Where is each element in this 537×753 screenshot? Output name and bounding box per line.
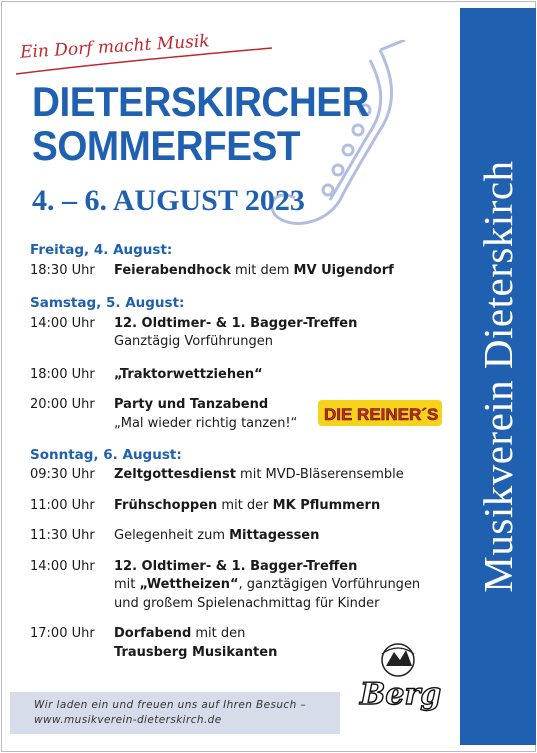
event-time: 14:00 Uhr: [30, 315, 95, 331]
day-heading-friday: Freitag, 4. August:: [30, 242, 173, 258]
event-subtitle: Ganztägig Vorführungen: [114, 334, 273, 349]
event-row: [30, 466, 460, 485]
event-time: 18:00 Uhr: [30, 366, 95, 382]
event-title: Zeltgottesdienst: [114, 467, 236, 482]
berg-brewery-logo-icon: [352, 640, 444, 714]
event-title: 12. Oldtimer- & 1. Bagger-Treffen: [114, 558, 358, 574]
event-date: 4. – 6. AUGUST 2023: [32, 184, 305, 217]
event-time: 18:30 Uhr: [30, 263, 95, 278]
event-title: „Traktorwettziehen“: [114, 366, 263, 382]
event-row: [30, 558, 460, 614]
footer-website-link[interactable]: www.musikverein-dieterskirch.de: [34, 714, 222, 726]
sidebar-band: [460, 8, 536, 745]
day-heading-sunday: Sonntag, 6. August:: [30, 447, 182, 463]
event-subtitle-bold: „Wettheizen“: [139, 577, 239, 592]
event-title: Feierabendhock: [114, 263, 231, 278]
event-text: mit dem: [230, 263, 294, 278]
event-text: mit den: [191, 626, 246, 641]
event-title-2: MV Uigendorf: [293, 263, 394, 278]
program-schedule: [30, 242, 460, 662]
event-subtitle-post: , ganztägigen Vorführungen: [238, 577, 421, 592]
title-line-2: SOMMERFEST: [32, 122, 301, 169]
event-subtitle-2: und großem Spielenachmittag für Kinder: [114, 595, 380, 611]
day-heading-saturday: Samstag, 5. August:: [30, 294, 185, 311]
event-title: Mittagessen: [229, 528, 320, 543]
event-row: [30, 262, 460, 281]
event-title: Dorfabend: [114, 626, 192, 641]
event-time: 11:30 Uhr: [30, 528, 95, 543]
reiner-logo-text: DIE REINER´S: [324, 405, 439, 424]
event-subtitle: [114, 576, 460, 595]
event-subtitle-bold: Trausberg Musikanten: [114, 644, 278, 660]
die-reiners-logo-icon: [318, 396, 442, 430]
sidebar-title: Musikverein Dieterskirch: [475, 160, 521, 593]
event-time: 17:00 Uhr: [30, 626, 95, 641]
event-time: 11:00 Uhr: [30, 497, 95, 513]
footer-invitation: Wir laden ein und freuen uns auf Ihren Besuch –: [34, 699, 307, 711]
event-row: [30, 366, 460, 385]
event-text: Gelegenheit zum: [114, 528, 230, 543]
event-subtitle: „Mal wieder richtig tanzen!“: [114, 415, 298, 431]
event-title: Frühschoppen: [114, 497, 218, 513]
page-title: [32, 80, 400, 168]
title-line-1: DIETERSKIRCHER: [32, 78, 370, 125]
berg-logo-text: Berg: [360, 677, 442, 712]
event-row: [30, 315, 460, 352]
event-title: 12. Oldtimer- & 1. Bagger-Treffen: [114, 315, 358, 331]
event-text: mit MVD-Bläserensemble: [235, 467, 404, 482]
event-text: mit der: [217, 497, 273, 513]
footer-box: [10, 692, 340, 734]
event-time: 14:00 Uhr: [30, 558, 95, 574]
event-time: 09:30 Uhr: [30, 467, 95, 482]
event-row: [30, 497, 460, 516]
event-title-2: MK Pflummern: [272, 497, 381, 513]
tagline: Ein Dorf macht Musik: [19, 31, 211, 63]
event-time: 20:00 Uhr: [30, 397, 95, 412]
event-subtitle-pre: mit: [114, 577, 140, 592]
event-title: Party und Tanzabend: [114, 397, 269, 412]
event-row: [30, 527, 460, 546]
